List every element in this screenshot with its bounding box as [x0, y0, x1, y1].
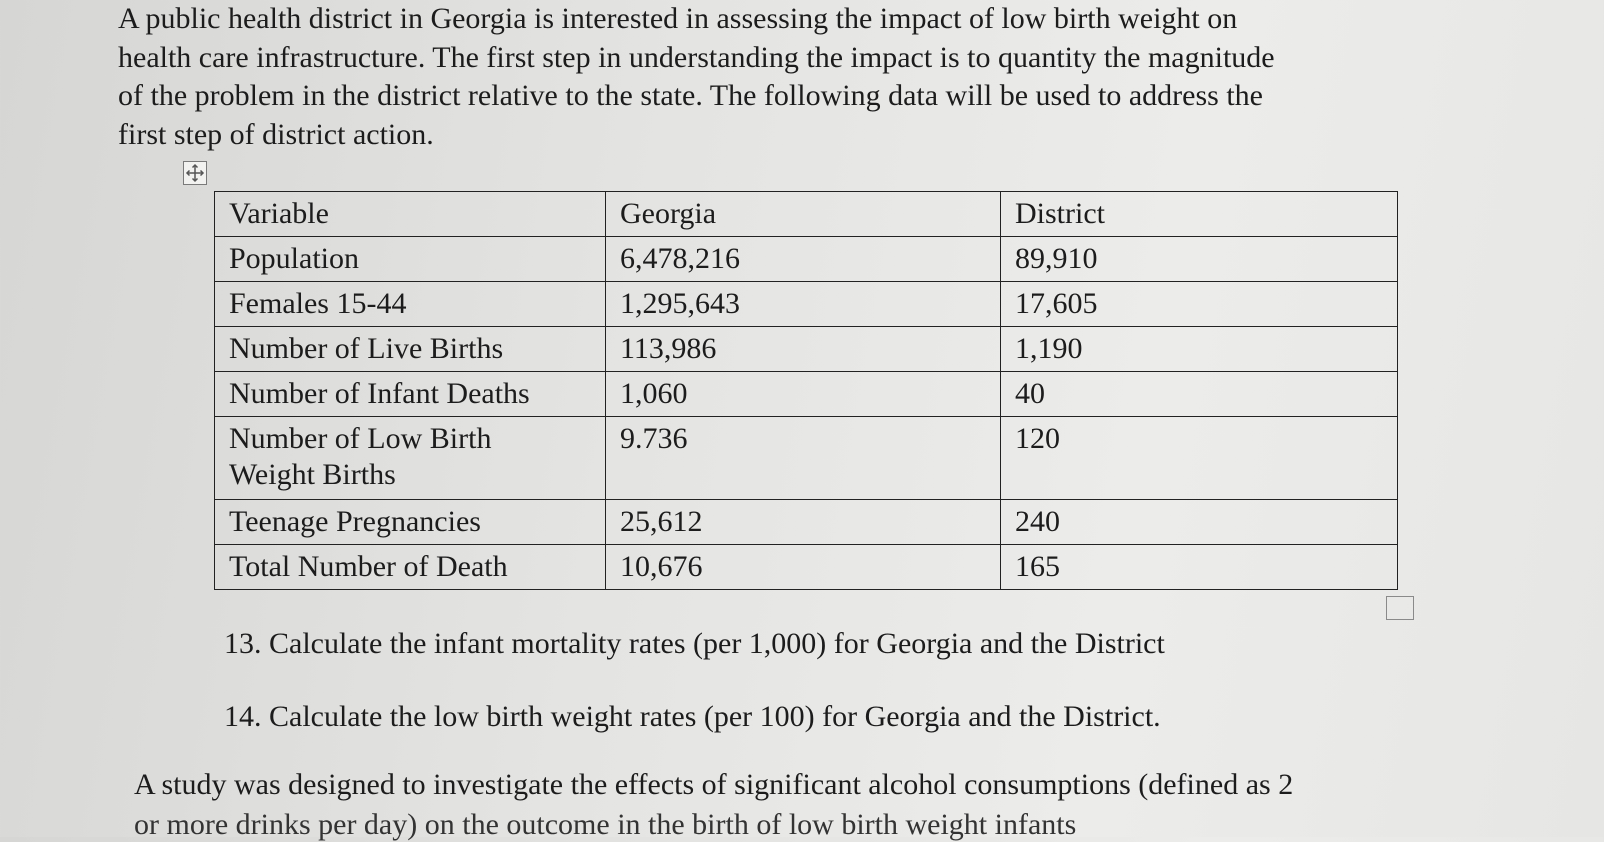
intro-line-3: of the problem in the district relative to the state. The following data will be used to address the — [118, 79, 1263, 112]
table-cell[interactable]: 240 — [1001, 500, 1398, 545]
table-cell[interactable]: Total Number of Death — [215, 545, 606, 590]
table-cell[interactable]: 9.736 — [606, 417, 1001, 500]
table-resize-handle[interactable] — [1386, 596, 1414, 620]
study-paragraph-line-1: A study was designed to investigate the effects of significant alcohol consumptions (defined as 2 — [134, 768, 1294, 801]
table-cell[interactable]: Number of Live Births — [215, 327, 606, 372]
table-row — [215, 545, 1398, 590]
table-row — [215, 500, 1398, 545]
intro-line-4: first step of district action. — [118, 117, 434, 151]
low-birth-label-line-1: Number of Low Birth — [229, 422, 492, 455]
table-move-handle[interactable] — [183, 161, 207, 185]
question-14: 14. Calculate the low birth weight rates (per 100) for Georgia and the District. — [224, 700, 1161, 733]
table-cell[interactable]: 1,295,643 — [606, 282, 1001, 327]
table-row — [215, 282, 1398, 327]
intro-paragraph — [118, 0, 1398, 154]
table-header-row — [215, 192, 1398, 237]
table-cell[interactable]: Females 15-44 — [215, 282, 606, 327]
low-birth-label-line-2: Weight Births — [229, 458, 396, 491]
table-row — [215, 372, 1398, 417]
header-cell[interactable]: Variable — [215, 192, 606, 237]
table-row — [215, 327, 1398, 372]
table-cell[interactable]: 1,060 — [606, 372, 1001, 417]
intro-line-1: A public health district in Georgia is interested in assessing the impact of low birth weight on — [118, 2, 1238, 35]
table-cell[interactable] — [215, 417, 606, 500]
header-cell[interactable]: Georgia — [606, 192, 1001, 237]
header-cell[interactable]: District — [1001, 192, 1398, 237]
table-cell[interactable]: Population — [215, 237, 606, 282]
table-cell[interactable]: 17,605 — [1001, 282, 1398, 327]
move-arrows-icon — [184, 162, 206, 184]
table-cell[interactable]: 40 — [1001, 372, 1398, 417]
table-cell[interactable]: 10,676 — [606, 545, 1001, 590]
table-cell[interactable]: 25,612 — [606, 500, 1001, 545]
table-cell[interactable]: 89,910 — [1001, 237, 1398, 282]
table-cell[interactable]: Number of Infant Deaths — [215, 372, 606, 417]
table-cell[interactable]: 113,986 — [606, 327, 1001, 372]
table-row — [215, 237, 1398, 282]
question-13: 13. Calculate the infant mortality rates (per 1,000) for Georgia and the District — [224, 627, 1165, 660]
study-paragraph-line-2: or more drinks per day) on the outcome in the birth of low birth weight infants — [134, 808, 1077, 841]
table-cell[interactable]: 6,478,216 — [606, 237, 1001, 282]
intro-line-2: health care infrastructure. The first step in understanding the impact is to quantity the magnitude — [118, 40, 1275, 74]
table-cell[interactable]: Teenage Pregnancies — [215, 500, 606, 545]
table-cell[interactable]: 1,190 — [1001, 327, 1398, 372]
table-cell[interactable]: 120 — [1001, 417, 1398, 500]
table-row — [215, 417, 1398, 500]
table-cell[interactable]: 165 — [1001, 545, 1398, 590]
data-table — [214, 191, 1398, 590]
